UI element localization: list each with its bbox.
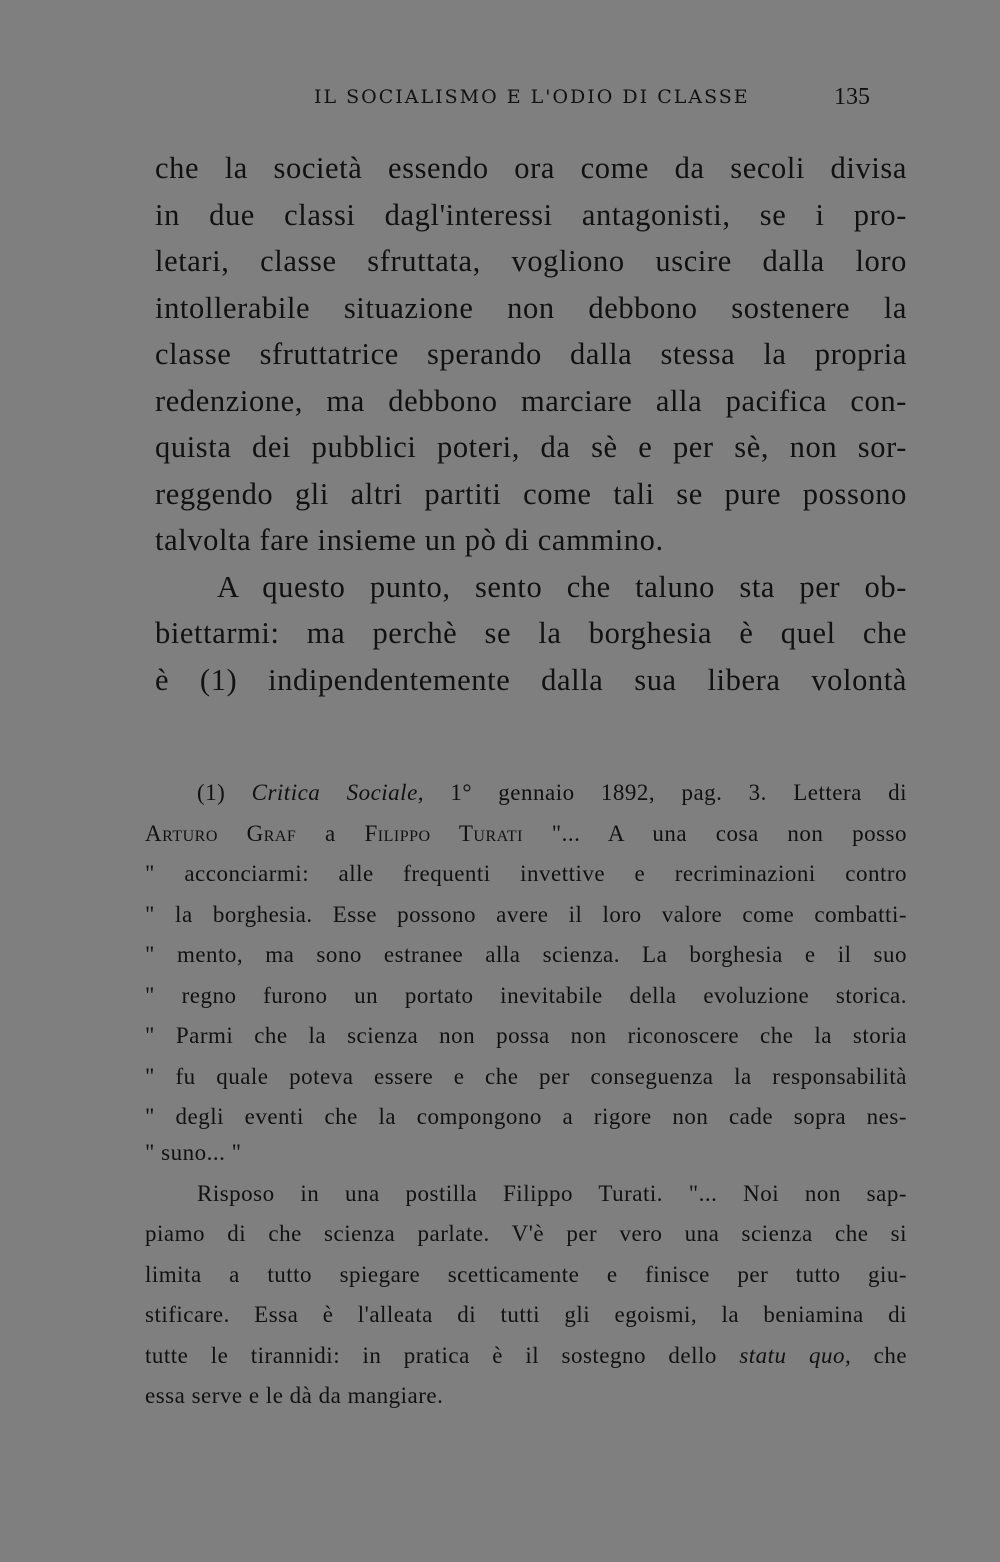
footnote-line: piamo di che scienza parlate. V'è per vero una scienza che si [145,1221,907,1246]
latin-phrase: statu quo, [739,1342,852,1368]
footnote-line [145,814,907,855]
body-line: è (1) indipendentemente dalla sua libera volontà [155,662,907,697]
footnote-line: essa serve e le dà da mangiare. [145,1383,444,1408]
footnote-line [145,1336,907,1377]
running-head [150,86,870,116]
footnote-line: " degli eventi che la compongono a rigore non cade sopra nes- [145,1104,907,1129]
body-line: reggendo gli altri partiti come tali se pure possono [155,476,907,511]
author-name: Arturo Graf [145,820,297,846]
footnote-block [145,773,907,1417]
footnote-line: stificare. Essa è l'alleata di tutti gli egoismi, la beniamina di [145,1302,907,1327]
footnote-date: 1° gennaio 1892, pag. 3. Lettera di [450,780,908,805]
body-line: redenzione, ma debbono marciare alla pacifica con- [155,383,907,418]
body-line: intollerabile situazione non debbono sostenere la [155,290,907,325]
body-line: classe sfruttatrice sperando dalla stessa la propria [155,337,907,371]
page-number: 135 [834,84,870,110]
body-line: biettarmi: ma perchè se la borghesia è quel che [155,616,907,650]
footnote-line: " Parmi che la scienza non possa non riconoscere che la storia [145,1023,907,1048]
main-paragraph [155,145,907,703]
body-line: in due classi dagl'interessi antagonisti, se i pro- [155,197,907,232]
footnote-line [145,773,907,814]
journal-title: Critica Sociale, [251,780,425,805]
running-title: IL SOCIALISMO E L'ODIO DI CLASSE [314,86,750,108]
footnote-line: " regno furono un portato inevitabile della evoluzione storica. [145,982,907,1008]
footnote-line: " la borghesia. Esse possono avere il loro valore come combatti- [145,901,907,927]
footnote-marker: (1) [197,780,226,805]
footnote-text: "... A una cosa non posso [551,820,907,846]
body-line: letari, classe sfruttata, vogliono uscire dalla loro [155,244,907,278]
body-line: che la società essendo ora come da secoli divisa [155,151,907,185]
footnote-conjunction: a [325,820,336,846]
body-line: talvolta fare insieme un pò di cammino. [155,523,664,557]
footnote-line: " mento, ma sono estranee alla scienza. La borghesia e il suo [145,942,907,967]
body-line: quista dei pubblici poteri, da sè e per sè, non sor- [155,430,907,464]
footnote-line: Risposo in una postilla Filippo Turati. "... Noi non sap- [197,1180,907,1206]
footnote-line: " suno... " [145,1140,242,1165]
footnote-line: limita a tutto spiegare scetticamente e finisce per tutto giu- [145,1261,907,1287]
footnote-line: " fu quale poteva essere e che per conseguenza la responsabilità [145,1063,907,1089]
recipient-name: Filippo Turati [364,820,524,846]
body-line: A questo punto, sento che taluno sta per ob- [217,569,907,604]
footnote-line: " acconciarmi: alle frequenti invettive e recriminazioni contro [145,861,907,886]
footnote-text: che [873,1342,908,1368]
footnote-text: tutte le tirannidi: in pratica è il sostegno dello [145,1342,717,1368]
